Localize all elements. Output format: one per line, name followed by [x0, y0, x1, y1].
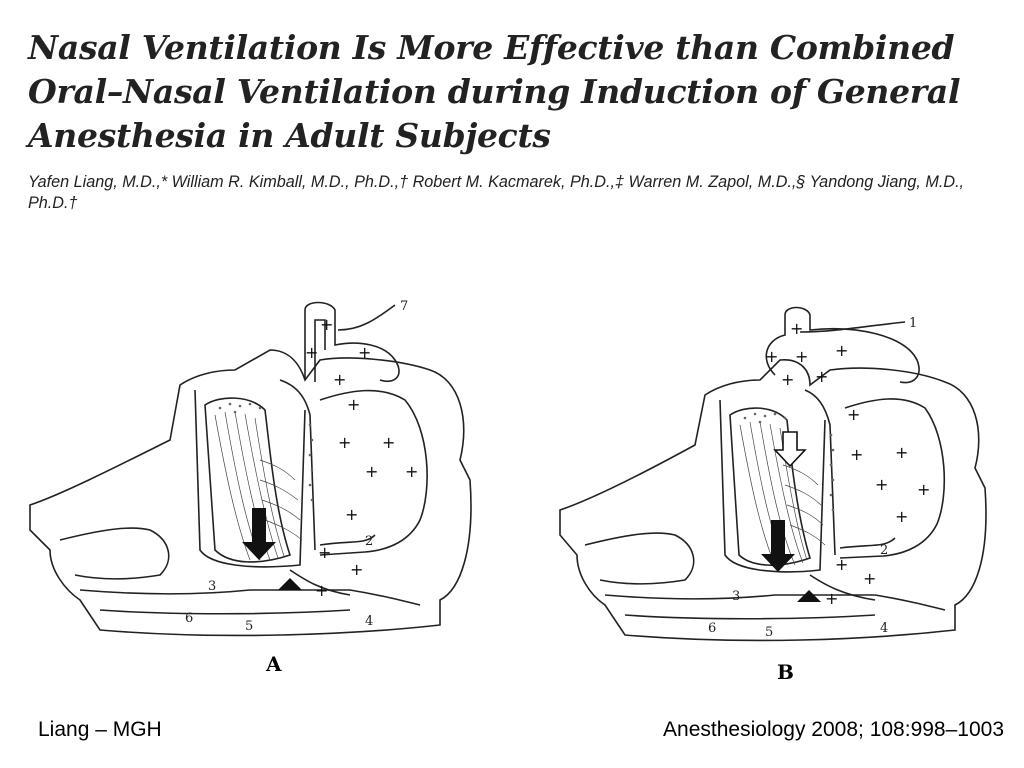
svg-text:+: + — [347, 395, 361, 414]
label-3: 3 — [208, 579, 217, 594]
svg-text:+: + — [765, 347, 779, 366]
label-5: 5 — [765, 625, 774, 640]
svg-text:+: + — [350, 560, 364, 579]
svg-text:+: + — [875, 475, 889, 494]
label-6: 6 — [708, 621, 717, 636]
svg-text:+: + — [825, 589, 839, 608]
label-2: 2 — [880, 543, 889, 558]
svg-text:+: + — [815, 367, 829, 386]
figure-label: B — [777, 660, 794, 684]
label-5: 5 — [245, 619, 254, 634]
svg-text:+: + — [358, 343, 372, 362]
label-3: 3 — [732, 589, 741, 604]
airway-illustration-b — [545, 290, 1015, 690]
svg-text:+: + — [850, 445, 864, 464]
author-list: Yafen Liang, M.D.,* William R. Kimball, M.D., Ph.D.,† Robert M. Kacmarek, Ph.D.,‡ Warren M. Zapol, M.D.,§ Yandong Jiang, M.D., Ph.D.† — [28, 173, 965, 212]
article-title: Nasal Ventilation Is More Effective than Combined Oral–Nasal Ventilation during Induction of General Anesthesia in Adult Subjects — [28, 28, 961, 155]
label-4: 4 — [880, 621, 889, 636]
svg-text:+: + — [863, 569, 877, 588]
figure-b-airway-diagram — [545, 290, 1015, 690]
svg-text:+: + — [365, 462, 379, 481]
svg-text:+: + — [305, 343, 319, 362]
svg-text:+: + — [781, 370, 795, 389]
svg-text:+: + — [318, 543, 332, 562]
svg-text:+: + — [847, 405, 861, 424]
svg-text:+: + — [895, 443, 909, 462]
svg-text:+: + — [835, 341, 849, 360]
svg-text:+: + — [917, 480, 931, 499]
figure-label: A — [266, 652, 282, 676]
label-2: 2 — [365, 534, 374, 549]
svg-text:+: + — [835, 555, 849, 574]
label-6: 6 — [185, 611, 194, 626]
svg-text:+: + — [333, 370, 347, 389]
footer-source: Liang – MGH — [38, 718, 162, 741]
svg-text:+: + — [315, 581, 329, 600]
figure-a-airway-diagram — [20, 290, 490, 690]
svg-text:+: + — [405, 462, 419, 481]
svg-text:+: + — [795, 347, 809, 366]
label-4: 4 — [365, 614, 374, 629]
svg-text:+: + — [338, 433, 352, 452]
label-7: 7 — [400, 299, 409, 314]
svg-text:+: + — [382, 433, 396, 452]
footer-citation: Anesthesiology 2008; 108:998–1003 — [663, 718, 1004, 741]
label-1: 1 — [909, 316, 918, 331]
airway-illustration-a — [20, 290, 490, 690]
svg-text:+: + — [345, 505, 359, 524]
svg-text:+: + — [320, 315, 334, 334]
svg-text:+: + — [895, 507, 909, 526]
svg-text:+: + — [790, 319, 804, 338]
